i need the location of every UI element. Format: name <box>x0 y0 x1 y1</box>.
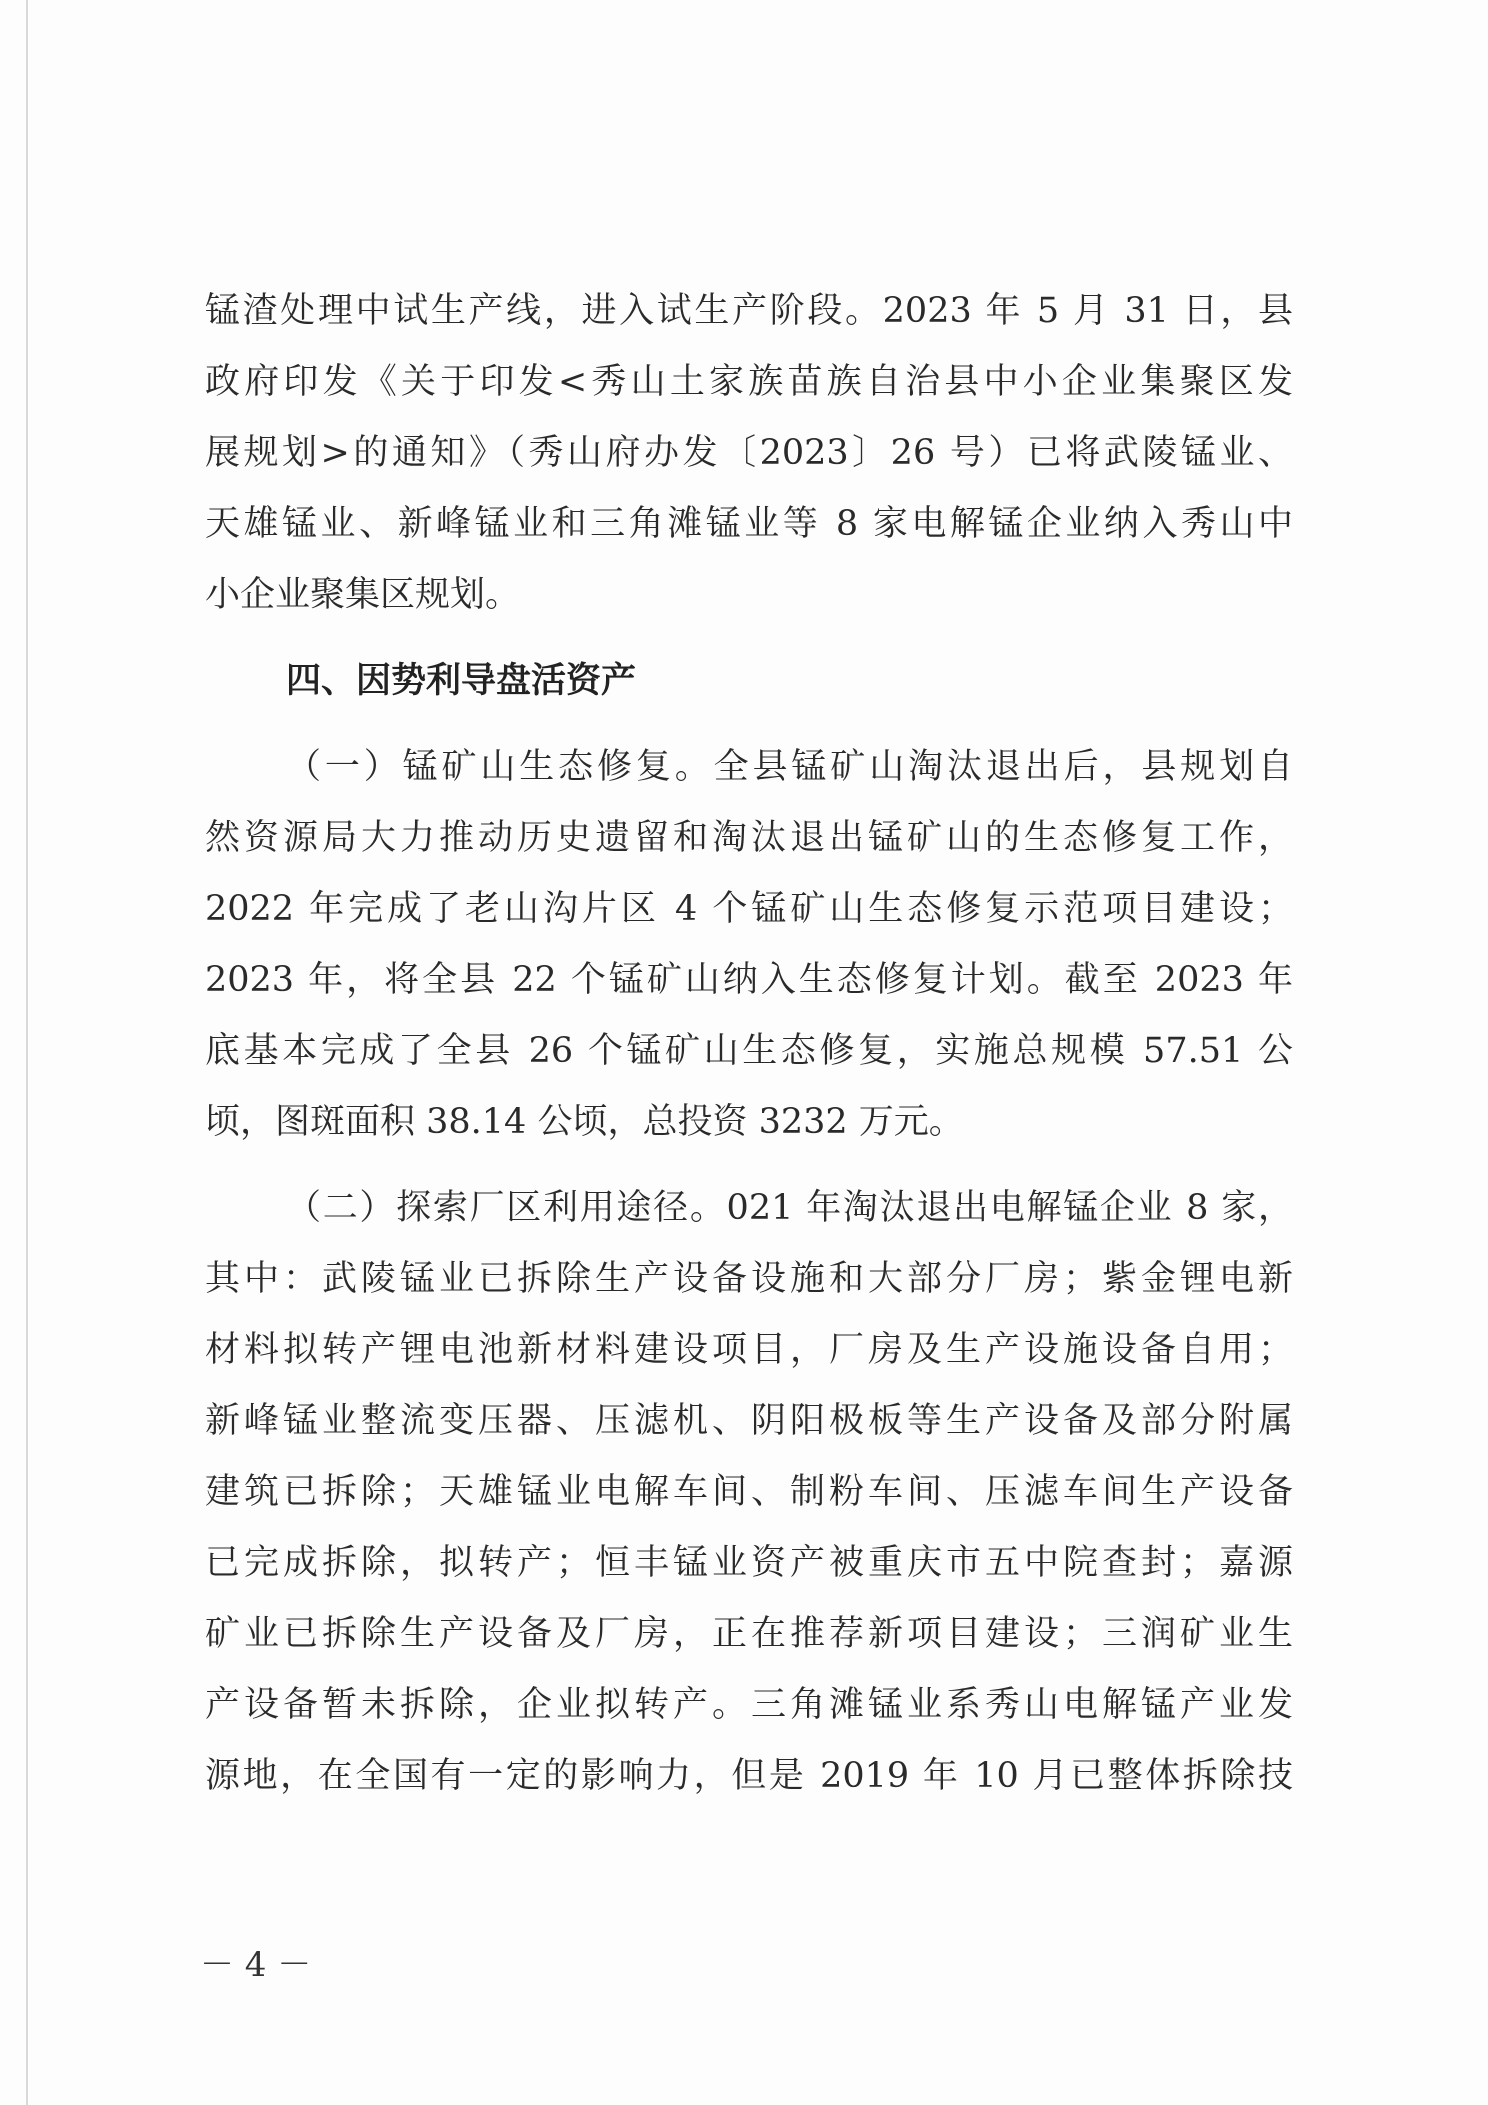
body-line: 源地，在全国有一定的影响力，但是 2019 年 10 月已整体拆除技 <box>205 1756 1293 1796</box>
page-number: － 4 － <box>200 1945 312 1985</box>
body-line: 2022 年完成了老山沟片区 4 个锰矿山生态修复示范项目建设； <box>205 889 1293 929</box>
body-line: 小企业聚集区规划。 <box>205 575 521 615</box>
body-line: （一）锰矿山生态修复。全县锰矿山淘汰退出后，县规划自 <box>286 747 1293 787</box>
body-line: 材料拟转产锂电池新材料建设项目，厂房及生产设施设备自用； <box>205 1330 1293 1370</box>
section-heading: 四、因势利导盘活资产 <box>286 660 637 701</box>
body-line: 产设备暂未拆除，企业拟转产。三角滩锰业系秀山电解锰产业发 <box>205 1685 1293 1725</box>
body-line: 已完成拆除，拟转产；恒丰锰业资产被重庆市五中院查封；嘉源 <box>205 1543 1293 1583</box>
body-line: 矿业已拆除生产设备及厂房，正在推荐新项目建设；三润矿业生 <box>205 1614 1293 1654</box>
body-line: 顷，图斑面积 38.14 公顷，总投资 3232 万元。 <box>205 1102 964 1142</box>
body-line: 锰渣处理中试生产线，进入试生产阶段。2023 年 5 月 31 日，县 <box>205 291 1293 331</box>
body-line: 天雄锰业、新峰锰业和三角滩锰业等 8 家电解锰企业纳入秀山中 <box>205 504 1293 544</box>
body-line: （二）探索厂区利用途径。021 年淘汰退出电解锰企业 8 家， <box>286 1188 1293 1228</box>
body-line: 其中：武陵锰业已拆除生产设备设施和大部分厂房；紫金锂电新 <box>205 1259 1293 1299</box>
body-line: 展规划>的通知》（秀山府办发〔2023〕26 号）已将武陵锰业、 <box>205 433 1293 473</box>
body-line: 然资源局大力推动历史遗留和淘汰退出锰矿山的生态修复工作， <box>205 818 1293 858</box>
body-line: 新峰锰业整流变压器、压滤机、阴阳极板等生产设备及部分附属 <box>205 1401 1293 1441</box>
body-line: 建筑已拆除；天雄锰业电解车间、制粉车间、压滤车间生产设备 <box>205 1472 1293 1512</box>
body-line: 政府印发《关于印发<秀山土家族苗族自治县中小企业集聚区发 <box>205 362 1293 402</box>
page-edge-divider <box>26 0 28 2105</box>
body-line: 底基本完成了全县 26 个锰矿山生态修复，实施总规模 57.51 公 <box>205 1031 1293 1071</box>
body-line: 2023 年，将全县 22 个锰矿山纳入生态修复计划。截至 2023 年 <box>205 960 1293 1000</box>
